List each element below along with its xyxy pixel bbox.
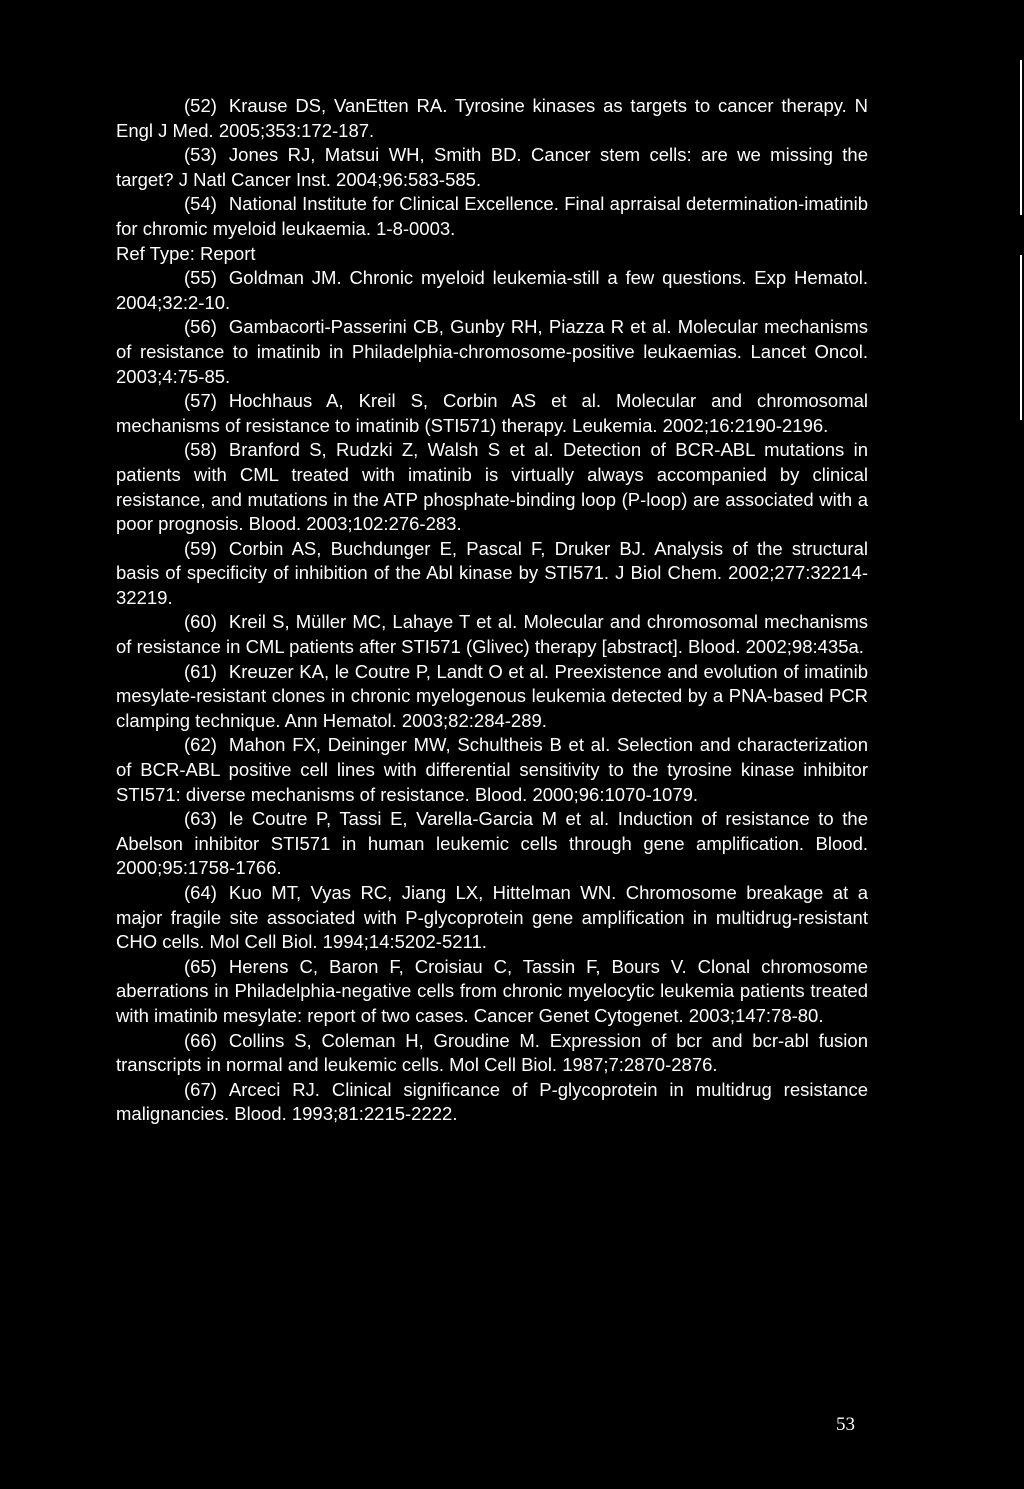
reference-text: Kreuzer KA, le Coutre P, Landt O et al. Preexistence and evolution of imatinib mesylate-resistant clones in chronic myelogenous leukemia detected by a PNA-based PCR clamping technique. Ann Hematol. 2003;82:284-289. bbox=[116, 660, 868, 731]
reference-item bbox=[116, 537, 868, 611]
reference-text: Mahon FX, Deininger MW, Schultheis B et al. Selection and characterization of BCR-ABL positive cell lines with differential sensitivity to the tyrosine kinase inhibitor STI571: diverse mechanisms of resistance. Blood. 2000;96:1070-1079. bbox=[116, 734, 868, 805]
reference-item bbox=[116, 192, 868, 241]
reference-number: (55) bbox=[184, 267, 217, 289]
reference-item bbox=[116, 1078, 868, 1127]
reference-text: Arceci RJ. Clinical significance of P-glycoprotein in multidrug resistance malignancies. Blood. 1993;81:2215-2222. bbox=[116, 1078, 868, 1125]
reference-number: (65) bbox=[184, 955, 217, 977]
reference-number: (60) bbox=[184, 611, 217, 633]
reference-item bbox=[116, 660, 868, 734]
reference-number: (62) bbox=[184, 734, 217, 756]
reference-item bbox=[116, 94, 868, 143]
reference-item bbox=[116, 389, 868, 438]
reference-number: (59) bbox=[184, 537, 217, 559]
reference-number: (58) bbox=[184, 439, 217, 461]
reference-text: Ref Type: Report bbox=[116, 242, 256, 264]
reference-item bbox=[116, 266, 868, 315]
reference-text: Goldman JM. Chronic myeloid leukemia-still a few questions. Exp Hematol. 2004;32:2-10. bbox=[116, 267, 868, 313]
reference-text: Kreil S, Müller MC, Lahaye T et al. Molecular and chromosomal mechanisms of resistance in CML patients after STI571 (Glivec) therapy [abstract]. Blood. 2002;98:435a. bbox=[116, 611, 868, 658]
reference-item bbox=[116, 1029, 868, 1078]
reference-text: Jones RJ, Matsui WH, Smith BD. Cancer stem cells: are we missing the target? J Natl Cancer Inst. 2004;96:583-585. bbox=[116, 144, 868, 190]
reference-number: (52) bbox=[184, 95, 217, 116]
reference-text: Gambacorti-Passerini CB, Gunby RH, Piazza R et al. Molecular mechanisms of resistance to imatinib in Philadelphia-chromosome-positive leukaemias. Lancet Oncol. 2003;4:75-85. bbox=[116, 316, 868, 387]
reference-text: Krause DS, VanEtten RA. Tyrosine kinases as targets to cancer therapy. N Engl J Med. 2005;353:172-187. bbox=[116, 95, 868, 141]
reference-text: National Institute for Clinical Excellence. Final aprraisal determination-imatinib for chromic myeloid leukaemia. 1-8-0003. bbox=[116, 193, 868, 239]
reference-item bbox=[116, 807, 868, 881]
reference-number: (56) bbox=[184, 316, 217, 338]
reference-item bbox=[116, 881, 868, 955]
reference-type-note bbox=[116, 242, 868, 267]
reference-number: (53) bbox=[184, 144, 217, 166]
reference-number: (67) bbox=[184, 1078, 217, 1100]
reference-text: Herens C, Baron F, Croisiau C, Tassin F, Bours V. Clonal chromosome aberrations in Philadelphia-negative cells from chronic myelocytic leukemia patients treated with imatinib mesylate: report of two cases. Cancer Genet Cytogenet. 2003;147:78-80. bbox=[116, 955, 868, 1026]
reference-item bbox=[116, 955, 868, 1029]
scan-edge-line bbox=[1020, 255, 1022, 420]
reference-text: Corbin AS, Buchdunger E, Pascal F, Druker BJ. Analysis of the structural basis of specificity of inhibition of the Abl kinase by STI571. J Biol Chem. 2002;277:32214-32219. bbox=[116, 537, 868, 608]
reference-item bbox=[116, 315, 868, 389]
reference-number: (64) bbox=[184, 882, 217, 903]
page-number: 53 bbox=[836, 1414, 855, 1435]
reference-number: (66) bbox=[184, 1029, 217, 1051]
reference-text: Collins S, Coleman H, Groudine M. Expression of bcr and bcr-abl fusion transcripts in normal and leukemic cells. Mol Cell Biol. 1987;7:2870-2876. bbox=[116, 1029, 868, 1076]
reference-number: (61) bbox=[184, 660, 217, 682]
reference-item bbox=[116, 143, 868, 192]
scan-edge-line bbox=[1020, 60, 1022, 215]
reference-number: (54) bbox=[184, 193, 217, 215]
reference-text: Kuo MT, Vyas RC, Jiang LX, Hittelman WN. Chromosome breakage at a major fragile site associated with P-glycoprotein gene amplification in multidrug-resistant CHO cells. Mol Cell Biol. 1994;14:5202-5211. bbox=[116, 882, 868, 953]
reference-list bbox=[116, 94, 868, 1127]
reference-number: (57) bbox=[184, 390, 217, 412]
reference-text: Hochhaus A, Kreil S, Corbin AS et al. Molecular and chromosomal mechanisms of resistance to imatinib (STI571) therapy. Leukemia. 2002;16:2190-2196. bbox=[116, 390, 868, 436]
reference-item bbox=[116, 733, 868, 807]
reference-number: (63) bbox=[184, 808, 217, 830]
reference-item bbox=[116, 438, 868, 536]
reference-text: Branford S, Rudzki Z, Walsh S et al. Detection of BCR-ABL mutations in patients with CML treated with imatinib is virtually always accompanied by clinical resistance, and mutations in the ATP phosphate-binding loop (P-loop) are associated with a poor prognosis. Blood. 2003;102:276-283. bbox=[116, 439, 868, 535]
reference-item bbox=[116, 610, 868, 659]
reference-text: le Coutre P, Tassi E, Varella-Garcia M et al. Induction of resistance to the Abelson inhibitor STI571 in human leukemic cells through gene amplification. Blood. 2000;95:1758-1766. bbox=[116, 808, 868, 879]
